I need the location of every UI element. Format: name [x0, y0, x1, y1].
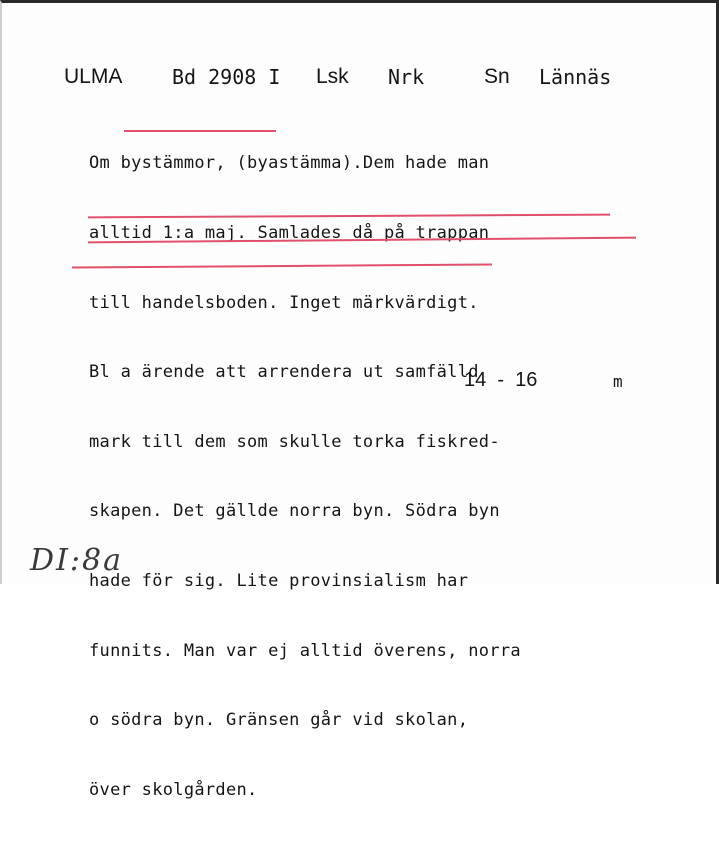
province-code: Lsk [316, 65, 349, 88]
page-range: 14 - 16 [464, 369, 538, 391]
region-code: Nrk [388, 65, 425, 89]
headword: ULMA [64, 65, 123, 88]
text-line: hade för sig. Lite provinsialism har [89, 570, 469, 591]
text-line: o södra byn. Gränsen går vid skolan, [89, 710, 469, 731]
handwritten-signum: DI:8a [30, 543, 123, 578]
text-line: funnits. Man var ej alltid överens, norra [89, 640, 521, 661]
red-underline [124, 130, 276, 132]
text-line: alltid 1:a maj. Samlades då på trappan [89, 223, 490, 243]
text-line: Om bystämmor, (byastämma).Dem hade man [89, 153, 490, 174]
parish-name: Lännäs [539, 65, 612, 89]
text-line: över skolgården. [89, 779, 258, 800]
volume-reference: Bd 2908 I [172, 65, 281, 89]
text-line: till handelsboden. Inget märkvärdigt. [89, 292, 479, 313]
text-line: Bl a ärende att arrendera ut samfälld [89, 362, 479, 383]
text-line: mark till dem som skulle torka fiskred- [89, 431, 500, 452]
parish-label: Sn [484, 65, 510, 88]
page-unit: m [613, 372, 623, 391]
text-line: skapen. Det gällde norra byn. Södra byn [89, 501, 500, 522]
